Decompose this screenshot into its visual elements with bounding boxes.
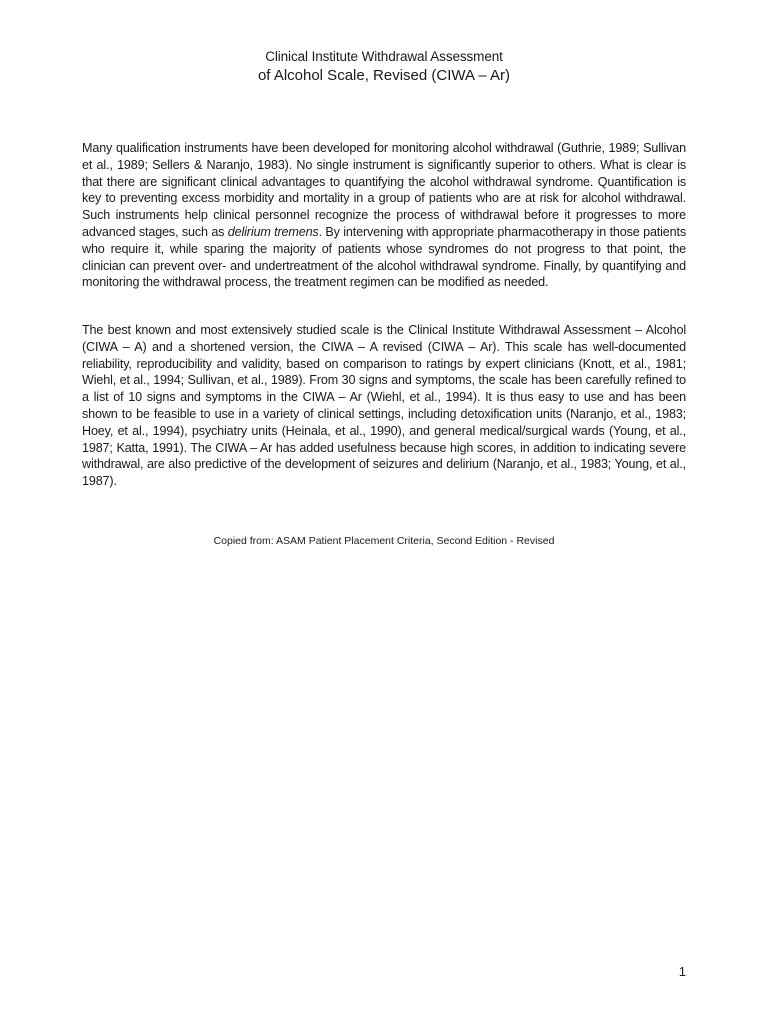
emphasized-term: delirium tremens	[227, 224, 319, 239]
paragraph-intro-text-end: . By intervening with appropriate pharmacotherapy in those patients who require it, while sparing the majority of patients whose syndromes do not progress to that point, the clinician can prevent over- and undertreatment of the alcohol withdrawal syndrome. Finally, by quantifying and monitoring the withdrawal process, the treatment regimen can be modified as needed.	[82, 224, 687, 290]
document-title	[0, 48, 768, 85]
paragraph-ciwa-scale: The best known and most extensively studied scale is the Clinical Institute Withdrawal Assessment – Alcohol (CIWA – A) and a shortened version, the CIWA – A revised (CIWA – Ar). This scale has well-documented reliability, reproducibility and validity, based on comparison to ratings by expert clinicians (Knott, et al., 1981; Wiehl, et al., 1994; Sullivan, et al., 1989). From 30 signs and symptoms, the scale has been carefully refined to a list of 10 signs and symptoms in the CIWA – Ar (Wiehl, et al., 1994). It is thus easy to use and has been shown to be feasible to use in a variety of clinical settings, including detoxification units (Naranjo, et al., 1983; Hoey, et al., 1994), psychiatry units (Heinala, et al., 1990), and general medical/surgical wards (Young, et al., 1987; Katta, 1991). The CIWA – Ar has added usefulness because high scores, in addition to indicating severe withdrawal, are also predictive of the development of seizures and delirium (Naranjo, et al., 1983; Young, et al., 1987).	[82, 323, 686, 489]
paragraph-intro	[82, 140, 686, 291]
page-number: 1	[678, 964, 686, 979]
title-line-2: of Alcohol Scale, Revised (CIWA – Ar)	[257, 67, 511, 84]
source-citation: Copied from: ASAM Patient Placement Criteria, Second Edition - Revised	[213, 535, 555, 547]
paragraph-intro-text-start: Many qualification instruments have been developed for monitoring alcohol withdrawal (Guthrie, 1989; Sullivan et al., 1989; Sellers & Naranjo, 1983). No single instrument is significantly superior to others. What is clear is that there are significant clinical advantages to quantifying the alcohol withdrawal syndrome. Quantification is key to preventing excess morbidity and mortality in a group of patients who are at risk for alcohol withdrawal. Such instruments help clinical personnel recognize the process of withdrawal before it progresses to more advanced stages, such as	[82, 141, 686, 239]
title-line-1: Clinical Institute Withdrawal Assessment	[265, 49, 503, 64]
